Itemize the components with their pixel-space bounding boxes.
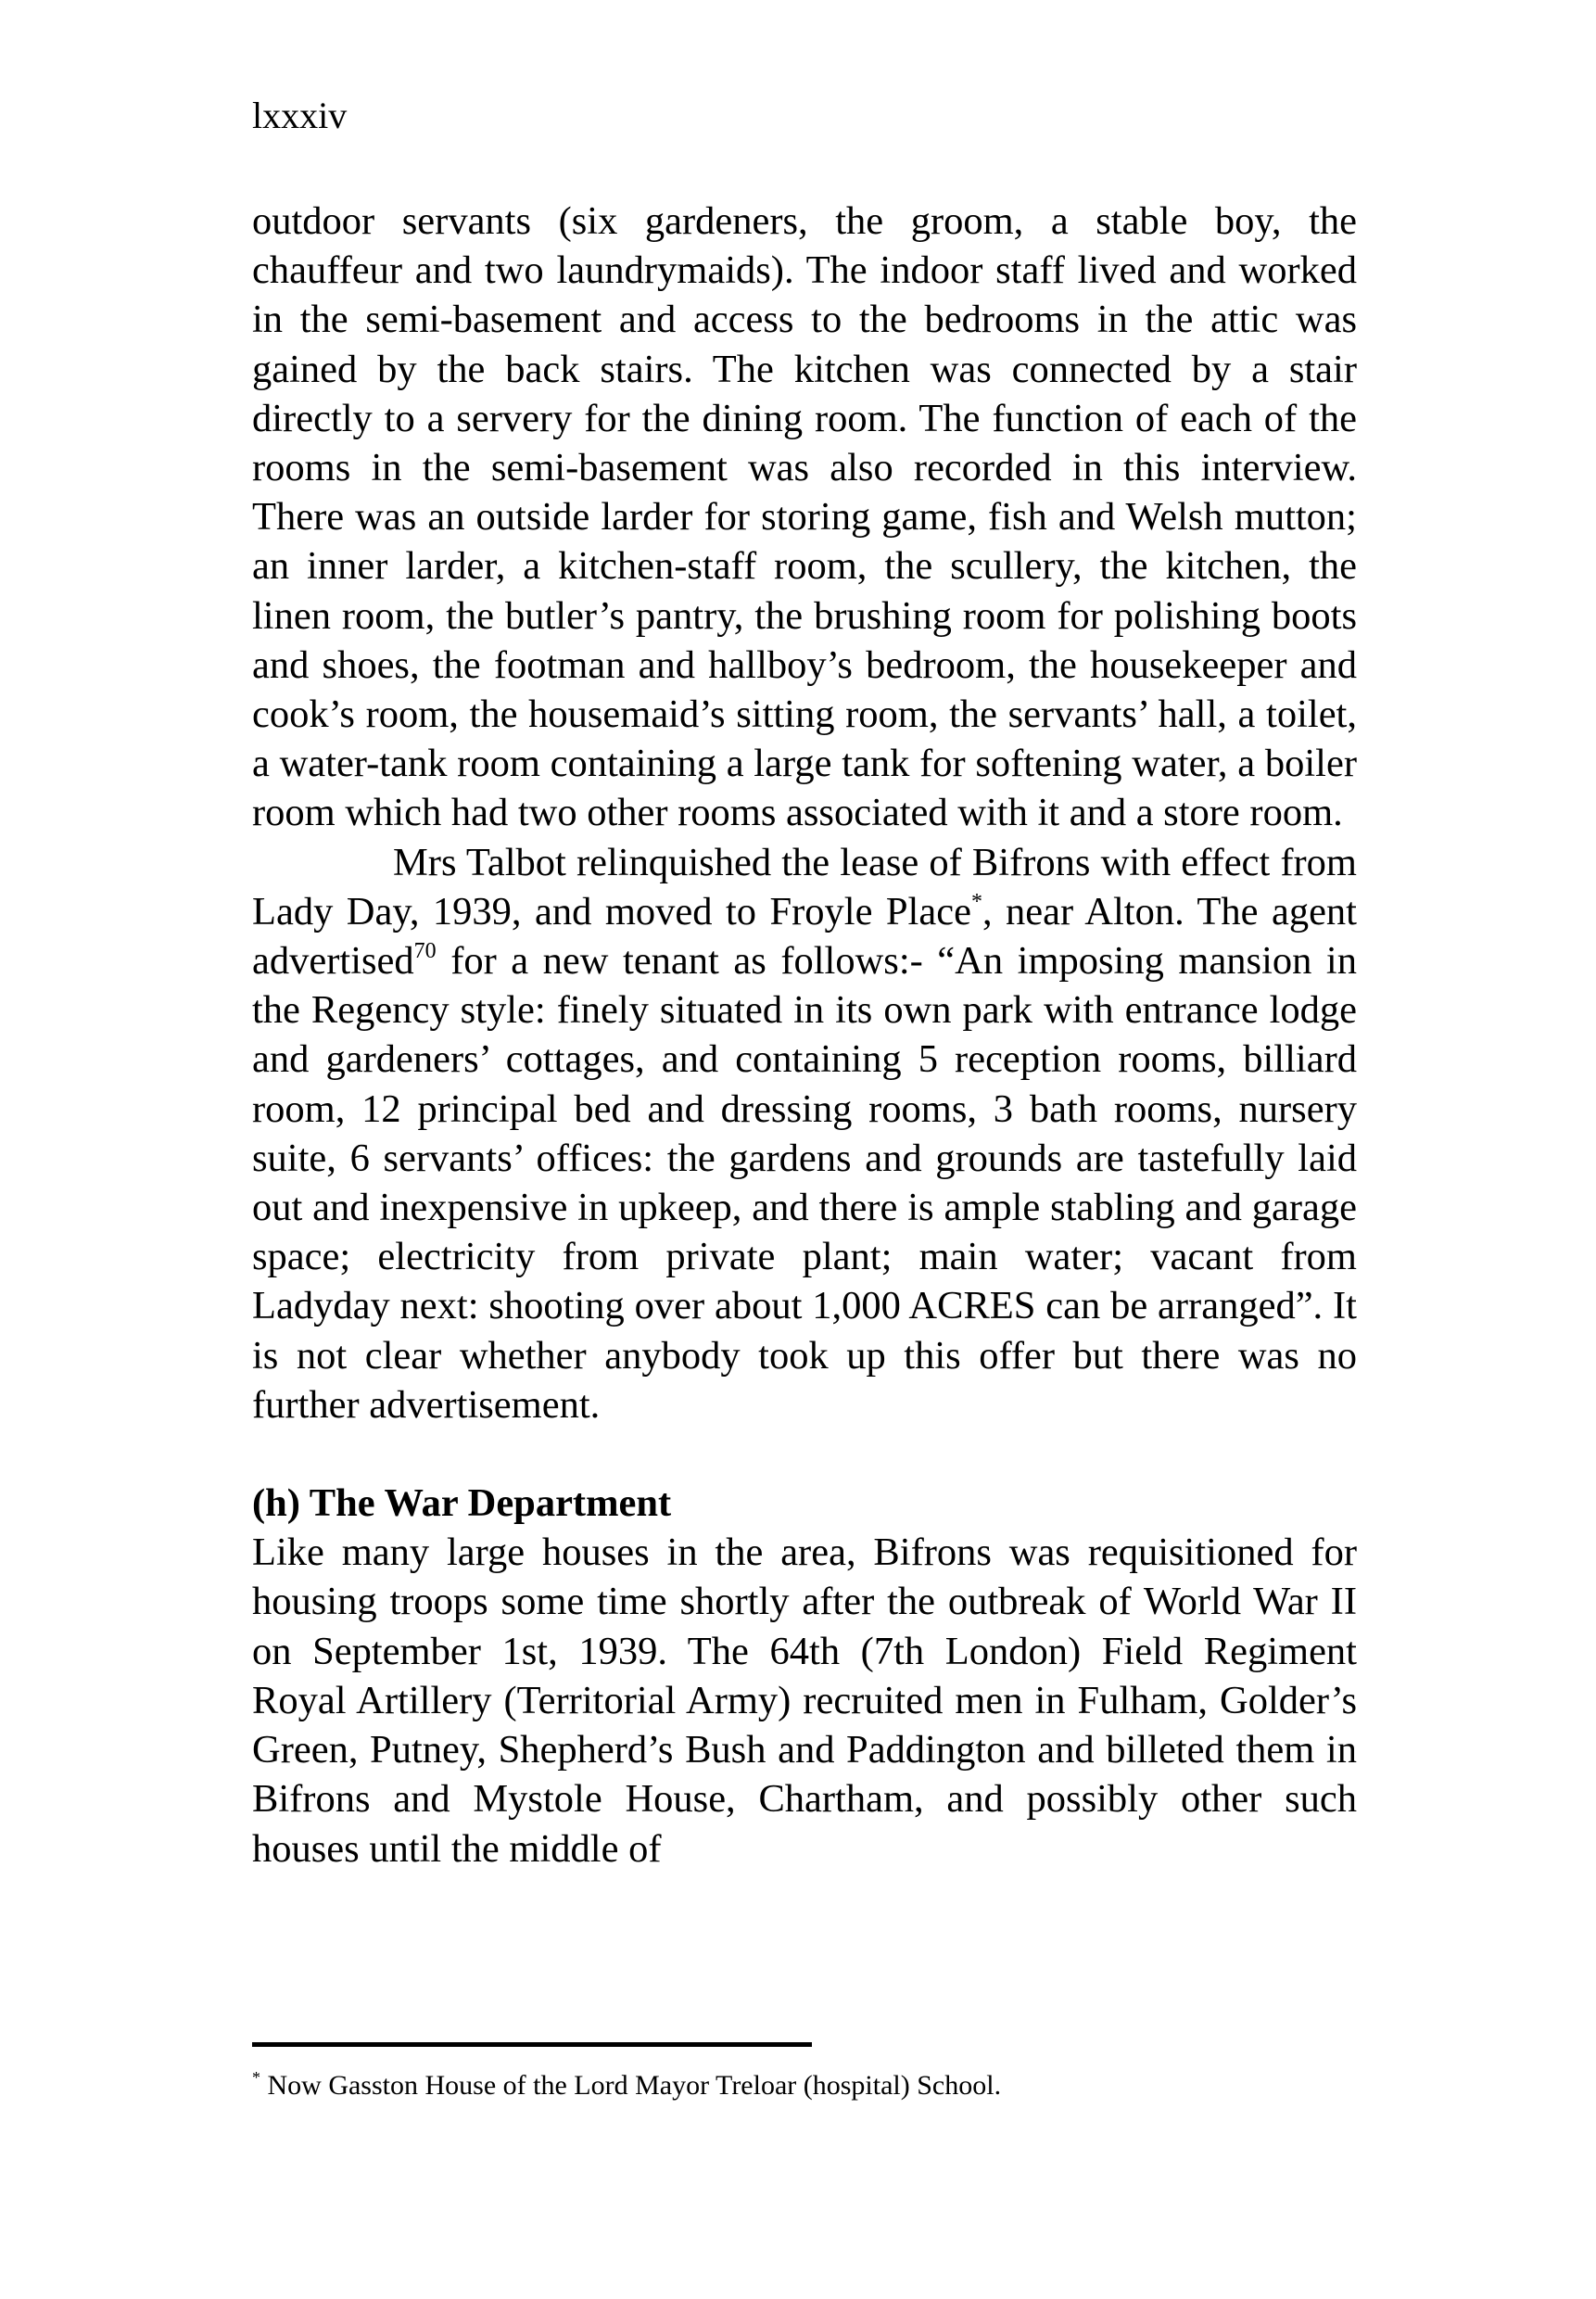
paragraph-war-department: Like many large houses in the area, Bifrons was requisitioned for housing troops some time shortly after the outbreak of World War II on September 1st, 1939. The 64th (7th London) Field Regiment Royal Artillery (Territorial Army) recruited men in Fulham, Golder’s Green, Putney, Shepherd’s Bush and Paddington and billeted them in Bifrons and Mystole House, Chartham, and possibly other such houses until the middle of (252, 1531, 1357, 1871)
paragraph-text: for a new tenant as follows:- “An imposing mansion in the Regency style: finely situated in its own park with entrance lodge and gardeners’ cottages, and containing 5 reception rooms, billiard room, 12 principal bed and dressing rooms, 3 bath rooms, nursery suite, 6 servants’ offices: the gardens and grounds are tastefully laid out and inexpensive in upkeep, and there is ample stabling and garage space; electricity from private plant; main water; vacant from Ladyday next: shooting over about 1,000 ACRES can be arranged”. It is not clear whether anybody took up this offer but there was no further advertisement. (252, 939, 1357, 1427)
footnote-separator (252, 2042, 812, 2047)
paragraph-talbot-lease (252, 838, 1357, 1429)
footnote-text: Now Gasston House of the Lord Mayor Treloar (hospital) School. (260, 2070, 1002, 2101)
footnote (252, 2069, 1001, 2102)
endnote-reference[interactable]: 70 (413, 939, 437, 964)
section-heading: (h) The War Department (252, 1481, 672, 1526)
paragraph-servants: outdoor servants (six gardeners, the groom, a stable boy, the chauffeur and two laundrymaids). The indoor staff lived and worked in the semi-basement and access to the bedrooms in the attic was gained by the back stairs. The kitchen was connected by a stair directly to a servery for the dining room. The function of each of the rooms in the semi-basement was also recorded in this interview. There was an outside larder for storing game, fish and Welsh mutton; an inner larder, a kitchen-staff room, the scullery, the kitchen, the linen room, the butler’s pantry, the brushing room for polishing boots and shoes, the footman and hallboy’s bedroom, the housekeeper and cook’s room, the housemaid’s sitting room, the servants’ hall, a toilet, a water-tank room containing a large tank for softening water, a boiler room which had two other rooms associated with it and a store room. (252, 199, 1357, 835)
page-number: lxxxiv (252, 95, 348, 136)
body-text (252, 197, 1357, 1873)
footnote-mark: * (252, 2068, 260, 2087)
footnote-marker[interactable]: * (970, 889, 982, 914)
paragraph-text: Mrs Talbot relinquished the lease of Bifrons with effect from Lady Day, 1939, and moved to Froyle Place (252, 840, 1357, 934)
paragraph-text: , near Alton. The agent advertised (252, 889, 1357, 984)
